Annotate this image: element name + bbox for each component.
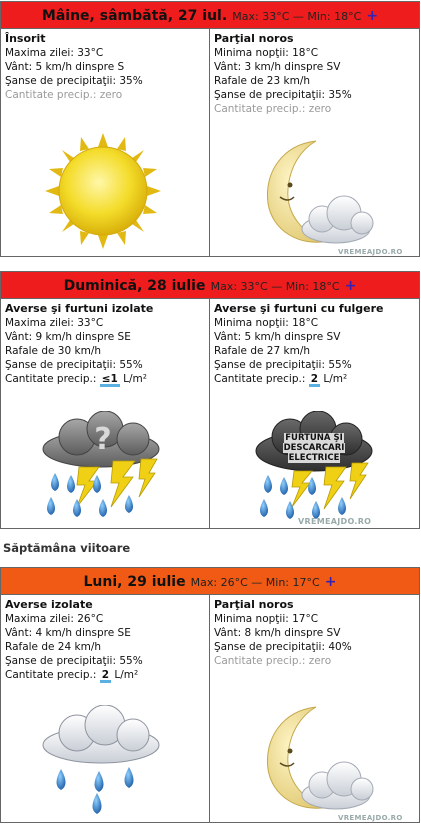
detail-line: Vânt: 5 km/h dinspre SV [214,331,341,343]
condition-title: Averse izolate [5,598,93,611]
condition-title: Parţial noros [214,598,294,611]
day-minmax: Max: 26°C — Min: 17°C [190,576,320,589]
night-forecast [210,29,419,256]
day-title: Luni, 29 iulie [83,574,186,590]
moon-cloud-icon [254,699,384,815]
forecast-day-1 [0,1,420,257]
moon-cloud-icon [254,133,384,249]
storm-icon-caption: FURTUNA ŞI DESCARCARI ELECTRICE [283,433,345,463]
detail-line: Maxima zilei: 33°C [5,317,104,329]
detail-line: Rafale de 23 km/h [214,75,311,87]
expand-plus-icon[interactable]: + [324,574,337,590]
day-header [1,568,419,595]
section-title: Săptămâna viitoare [3,541,131,555]
precip-value: ≤1 [101,373,118,385]
day-title: Mâine, sâmbătă, 27 iul. [41,8,228,24]
svg-text:?: ? [94,422,112,457]
precip-amount: Cantitate precip.: zero [214,103,332,115]
precip-label: Cantitate precip.: [214,373,306,385]
precip-unit: L/m² [323,373,348,385]
condition-title: Averse şi furtuni izolate [5,302,154,315]
day-minmax: Max: 33°C — Min: 18°C [210,280,340,293]
condition-title: Parţial noros [214,32,294,45]
watermark: VREMEAJDO.RO [338,248,403,256]
detail-line: Şanse de precipitaţii: 55% [5,655,143,667]
precip-amount [214,372,415,387]
detail-line: Vânt: 3 km/h dinspre SV [214,61,341,73]
day-forecast [1,299,210,528]
detail-line: Maxima zilei: 33°C [5,47,104,59]
expand-plus-icon[interactable]: + [366,8,379,24]
detail-line: Vânt: 9 km/h dinspre SE [5,331,131,343]
night-forecast [210,595,419,822]
precip-amount: Cantitate precip.: zero [214,655,332,667]
forecast-day-2 [0,271,420,529]
detail-line: Şanse de precipitaţii: 35% [214,89,352,101]
condition-title: Averse şi furtuni cu fulgere [214,302,384,315]
day-forecast [1,595,210,822]
detail-line: Rafale de 24 km/h [5,641,102,653]
detail-line: Şanse de precipitaţii: 35% [5,75,143,87]
storm-question-icon [37,411,167,523]
rain-cloud-icon [37,705,167,817]
sun-icon [45,133,161,249]
detail-line: Vânt: 4 km/h dinspre SE [5,627,131,639]
precip-amount [5,668,205,683]
watermark: VREMEAJDO.RO [338,814,403,822]
night-forecast [210,299,419,528]
precip-value: 2 [310,373,319,385]
detail-line: Rafale de 27 km/h [214,345,311,357]
detail-line: Minima nopţii: 17°C [214,613,319,625]
precip-unit: L/m² [114,669,139,681]
detail-line: Şanse de precipitaţii: 55% [5,359,143,371]
thunderstorm-night-icon [250,411,380,523]
forecast-day-3 [0,567,420,823]
precip-unit: L/m² [123,373,147,385]
precip-label: Cantitate precip.: [5,669,97,681]
detail-line: Minima nopţii: 18°C [214,47,319,59]
watermark: VREMEAJDO.RO [298,517,372,526]
detail-line: Maxima zilei: 26°C [5,613,104,625]
detail-line: Minima nopţii: 18°C [214,317,319,329]
detail-line: Şanse de precipitaţii: 40% [214,641,352,653]
condition-title: Însorit [5,32,46,45]
day-title: Duminică, 28 iulie [63,278,206,294]
day-header [1,2,419,29]
detail-line: Rafale de 30 km/h [5,345,102,357]
expand-plus-icon[interactable]: + [344,278,357,294]
day-forecast [1,29,210,256]
precip-value: 2 [101,669,110,681]
detail-line: Şanse de precipitaţii: 55% [214,359,352,371]
day-minmax: Max: 33°C — Min: 18°C [232,10,362,23]
precip-amount: Cantitate precip.: zero [5,89,123,101]
precip-amount [5,372,205,387]
detail-line: Vânt: 8 km/h dinspre SV [214,627,341,639]
precip-label: Cantitate precip.: [5,373,97,385]
day-header [1,272,419,299]
detail-line: Vânt: 5 km/h dinspre S [5,61,125,73]
